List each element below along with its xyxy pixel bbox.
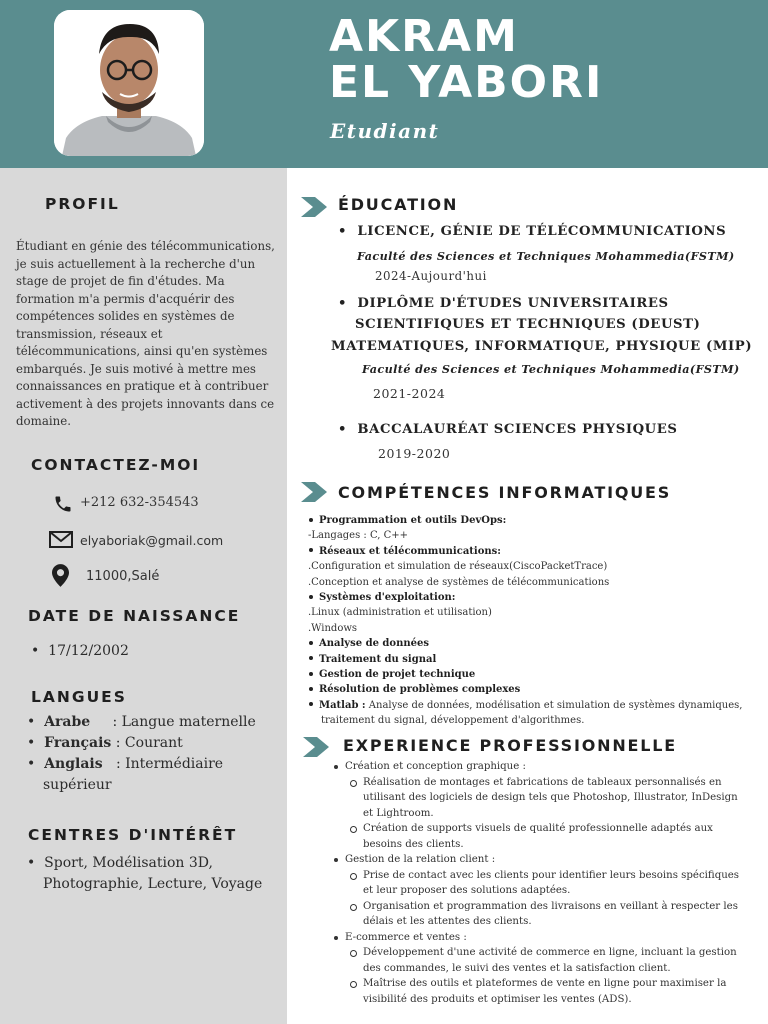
name-line-last: EL YABORI [329, 57, 604, 108]
skill-detail: Analyse de données, modélisation et simulation de systèmes dynamiques, traitement du signal, développement d'algorithmes. [321, 699, 743, 727]
name-line-first: AKRAM [329, 11, 519, 62]
education-title: • BACCALAURÉAT SCIENCES PHYSIQUES [338, 422, 678, 437]
job-title: Etudiant [330, 119, 440, 143]
experience-item: Maîtrise des outils et plateformes de vente en ligne pour maximiser la visibilité des produits et optimiser les ventes (ADS). [331, 976, 751, 1007]
experience-item: Prise de contact avec les clients pour identifier leurs besoins spécifiques et leur proposer des solutions adaptées. [331, 868, 751, 899]
experience-group: Création et conception graphique : [331, 759, 751, 775]
language-sep: : [90, 714, 122, 730]
education-title: • DIPLÔME D'ÉTUDES UNIVERSITAIRES [338, 296, 669, 311]
language-item: • Français : Courant [27, 735, 183, 751]
interests-text: Sport, Modélisation 3D, [44, 855, 213, 871]
education-school: Faculté des Sciences et Techniques Mohammedia(FSTM) [362, 362, 740, 376]
language-level-continued: supérieur [43, 777, 112, 793]
skill-item [308, 544, 758, 559]
contact-heading: CONTACTEZ-MOI [31, 456, 201, 474]
skill-label: Systèmes d'exploitation: [319, 592, 456, 604]
skills-list [308, 513, 758, 729]
phone-number[interactable]: +212 632-354543 [80, 495, 199, 510]
phone-icon [53, 494, 73, 514]
education-title-text: BACCALAURÉAT SCIENCES PHYSIQUES [357, 422, 678, 437]
education-title-text: LICENCE, GÉNIE DE TÉLÉCOMMUNICATIONS [357, 224, 727, 239]
skill-item [308, 682, 758, 697]
language-level: Langue maternelle [121, 714, 256, 730]
profile-heading: PROFIL [45, 195, 120, 213]
skill-label: Traitement du signal [319, 653, 437, 665]
skill-label: Programmation et outils DevOps: [319, 515, 507, 526]
skill-label: Matlab : [319, 699, 366, 711]
address: 11000,Salé [86, 569, 160, 584]
language-name: Arabe [44, 714, 91, 730]
skill-item [308, 513, 758, 528]
skills-heading: COMPÉTENCES INFORMATIQUES [338, 483, 672, 502]
skill-detail: .Conception et analyse de systèmes de télécommunications [308, 576, 610, 588]
language-level: Intermédiaire [125, 756, 224, 772]
location-pin-icon [52, 564, 69, 587]
skill-label: Gestion de projet technique [319, 669, 476, 681]
education-title-text: DIPLÔME D'ÉTUDES UNIVERSITAIRES [357, 296, 669, 311]
birth-date-value: 17/12/2002 [48, 643, 129, 659]
header-banner [0, 0, 768, 168]
education-title: • LICENCE, GÉNIE DE TÉLÉCOMMUNICATIONS [338, 224, 727, 239]
email-icon [49, 531, 73, 548]
profile-photo [54, 10, 204, 156]
experience-item: Création de supports visuels de qualité professionnelle adaptés aux besoins des clients. [331, 821, 751, 852]
experience-list [331, 759, 751, 1007]
language-name: Anglais [44, 756, 103, 772]
language-level: Courant [124, 735, 183, 751]
section-arrow-icon [303, 737, 329, 757]
education-years: 2019-2020 [378, 446, 451, 461]
education-title-line: MATEMATIQUES, INFORMATIQUE, PHYSIQUE (MIP) [331, 339, 753, 354]
education-school: Faculté des Sciences et Techniques Mohammedia(FSTM) [357, 249, 735, 263]
skill-label: Réseaux et télécommunications: [319, 545, 501, 557]
email-address[interactable]: elyaboriak@gmail.com [80, 533, 224, 548]
language-name: Français [44, 735, 112, 751]
skill-item [308, 590, 758, 605]
birth-date: • 17/12/2002 [31, 643, 129, 659]
experience-item: Réalisation de montages et fabrications de tableaux personnalisés en utilisant des logiciels de design tels que Photoshop, Illustrator, InDesign et Lightroom. [331, 775, 751, 822]
experience-item: Organisation et programmation des livraisons en veillant à respecter les délais et les attentes des clients. [331, 899, 751, 930]
full-name [329, 11, 604, 108]
language-item: • Arabe : Langue maternelle [27, 714, 256, 730]
experience-group: E-commerce et ventes : [331, 930, 751, 946]
experience-heading: EXPERIENCE PROFESSIONNELLE [343, 736, 677, 755]
languages-heading: LANGUES [31, 688, 127, 706]
education-years: 2021-2024 [373, 386, 446, 401]
education-heading: ÉDUCATION [338, 195, 459, 214]
birth-date-heading: DATE DE NAISSANCE [28, 607, 241, 625]
skill-item [308, 636, 758, 651]
section-arrow-icon [301, 482, 327, 502]
skill-label: Analyse de données [319, 638, 429, 650]
interests-heading: CENTRES D'INTÉRÊT [28, 826, 238, 844]
experience-group: Gestion de la relation client : [331, 852, 751, 868]
interests-line: • Sport, Modélisation 3D, [27, 855, 213, 871]
skill-detail: .Linux (administration et utilisation) [308, 607, 492, 619]
education-years: 2024-Aujourd'hui [375, 269, 487, 283]
section-arrow-icon [301, 197, 327, 217]
interests-line: Photographie, Lecture, Voyage [43, 876, 263, 892]
language-item: • Anglais : Intermédiaire [27, 756, 224, 772]
experience-item: Développement d'une activité de commerce en ligne, incluant la gestion des commandes, le suivi des ventes et la satisfaction client. [331, 945, 751, 976]
skill-detail: .Configuration et simulation de réseaux(CiscoPacketTrace) [308, 561, 608, 573]
skill-detail: .Windows [308, 622, 358, 634]
skill-item [308, 667, 758, 682]
skill-label: Résolution de problèmes complexes [319, 684, 521, 696]
skill-item [308, 652, 758, 667]
skill-detail: -Langages : C, C++ [308, 530, 409, 542]
language-sep: : [111, 735, 125, 751]
skill-item [308, 698, 758, 729]
profile-text: Étudiant en génie des télécommunications, je suis actuellement à la recherche d'un stage de projet de fin d'études. Ma formation m'a permis d'acquérir des compétences solides en systèmes de transmission, réseaux et télécommunications, ainsi qu'en systèmes embarqués. Je suis motivé à mettre mes connaissances en pratique et à contribuer activement à des projets innovants dans ce domaine. [16, 239, 275, 428]
education-title-line: SCIENTIFIQUES ET TECHNIQUES (DEUST) [355, 317, 701, 332]
language-sep: : [102, 756, 126, 772]
